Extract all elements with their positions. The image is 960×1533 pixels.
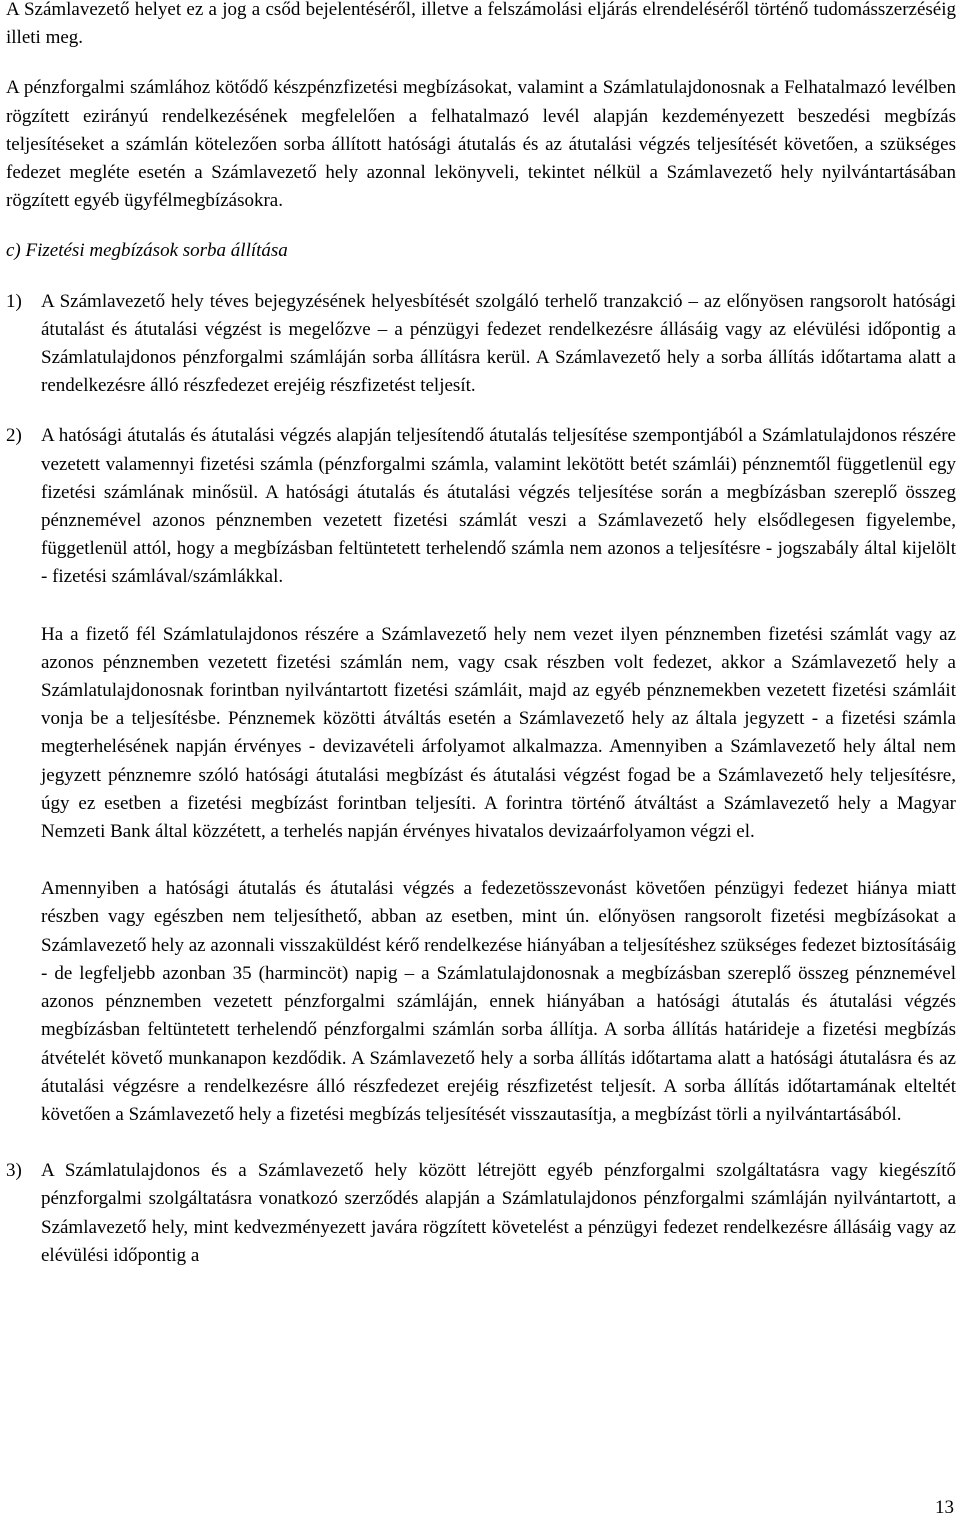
document-page (6, 0, 956, 1270)
paragraph-cash-payment-orders: A pénzforgalmi számlához kötődő készpénzfizetési megbízásokat, valamint a Számlatulajdonosnak a Felhatalmazó levélben rögzített ezirányú rendelkezésének megfelelően a felhatalmazó levél alapján kezdeményezett beszedési megbízás teljesítéseket a számlán kötelezően sorba állított hatósági átutalás és az átutalási végzés teljesítését követően, a szükséges fedezet megléte esetén a Számlavezető hely azonnal lekönyveli, tekintet nélkül a Számlavezető hely nyilvántartásában rögzített egyéb ügyfélmegbízásokra. (6, 77, 956, 212)
list-item-2 (6, 422, 956, 591)
list-item-number: 2) (6, 425, 22, 447)
list-item-text: A Számlavezető hely téves bejegyzésének helyesbítését szolgáló terhelő tranzakció – az előnyösen rangsorolt hatósági átutalást és átutalási végzést is megelőzve – a pénzügyi fedezet rendelkezésre állásáig vagy az elévülési időpontig a Számlatulajdonos pénzforgalmi számláján sorba állításra kerül. A Számlavezető hely a sorba állítás időtartama alatt a rendelkezésre álló részfedezet erejéig részfizetést teljesít. (41, 290, 956, 397)
subparagraph-queuing: Amennyiben a hatósági átutalás és átutalási végzés a fedezetösszevonást követően pénzügyi fedezet hiánya miatt részben vagy egészben nem teljesíthető, abban az esetben, mint ún. előnyösen rangsorolt fizetési megbízásokat a Számlavezető hely az azonnali visszaküldést kérő rendelkezése hiányában a teljesítéshez szükséges fedezet biztosításáig - de legfeljebb azonban 35 (harmincöt) napig – a Számlatulajdonosnak a megbízásban szereplő összeg pénznemével azonos pénznemben vezetett pénzforgalmi számláján, ennek hiányában a hatósági átutalás és átutalási végzés megbízásban feltüntetett terhelendő pénzforgalmi számlán sorba állítja. A sorba állítás határideje a fizetési megbízás átvételét követő munkanapon kezdődik. A Számlavezető hely a sorba állítás időtartama alatt a hatósági átutalásra és az átutalási végzésre a rendelkezésre álló részfedezet erejéig részfizetést teljesít. A sorba állítás időtartamának elteltét követően a Számlavezető hely a fizetési megbízás teljesítését visszautasítja, a megbízást törli a nyilvántartásából. (41, 878, 956, 1125)
subparagraph-currency-conversion: Ha a fizető fél Számlatulajdonos részére a Számlavezető hely nem vezet ilyen pénznemben fizetési számlát vagy az azonos pénznemben vezetett fizetési számlán nem, vagy csak részben volt fedezet, akkor a Számlavezető hely a Számlatulajdonosnak forintban nyilvántartott fizetési számláit, majd az egyéb pénznemekben vezetett fizetési számláit vonja be a teljesítésbe. Pénznemek közötti átváltás esetén a Számlavezető hely az általa jegyzett - a fizetési számla megterhelésének napján érvényes - devizavételi árfolyamot alkalmazza. Amennyiben a Számlavezető hely által nem jegyzett pénznemre szóló hatósági átutalási megbízást és átutalási végzést fogad be a Számlavezető hely teljesítésre, úgy ez esetben a fizetési megbízást forintban teljesíti. A forintra történő átváltást a Számlavezető hely a Magyar Nemzeti Bank által közzétett, a terhelés napján érvényes hivatalos devizaárfolyamon végzi el. (41, 623, 956, 843)
list-item-text: A Számlatulajdonos és a Számlavezető hely között létrejött egyéb pénzforgalmi szolgáltatásra vagy kiegészítő pénzforgalmi szolgáltatásra vonatkozó szerződés alapján a Számlatulajdonos pénzforgalmi számláján nyilvántartott, a Számlavezető hely, mint kedvezményezett javára rögzített követelést a pénzügyi fedezet rendelkezésre állásáig vagy az elévülési időpontig a (41, 1160, 956, 1266)
list-item-text: A hatósági átutalás és átutalási végzés alapján teljesítendő átutalás teljesítése szempontjából a Számlatulajdonos részére vezetett valamennyi fizetési számla (pénzforgalmi számla, valamint lekötött betét számlái) pénznemtől függetlenül egy fizetési számlának minősül. A hatósági átutalás és átutalási végzés teljesítése során a megbízásban szereplő összeg pénznemével azonos pénznemben vezetett fizetési számlát veszi a Számlavezető hely elsődlegesen figyelembe, függetlenül attól, hogy a megbízásban feltüntetett terhelendő számla nem azonos a teljesítésre - jogszabály által kijelölt - fizetési számlával/számlákkal. (41, 425, 956, 588)
list-item-1 (6, 288, 956, 401)
list-item-number: 1) (6, 290, 22, 312)
paragraph-right-holder: A Számlavezető helyet ez a jog a csőd bejelentéséről, illetve a felszámolási eljárás elrendeléséről történő tudomásszerzéséig illeti meg. (6, 0, 956, 49)
page-number: 13 (935, 1497, 954, 1518)
list-item-number: 3) (6, 1160, 22, 1182)
section-heading: c) Fizetési megbízások sorba állítása (6, 240, 288, 262)
list-item-3 (6, 1157, 956, 1270)
